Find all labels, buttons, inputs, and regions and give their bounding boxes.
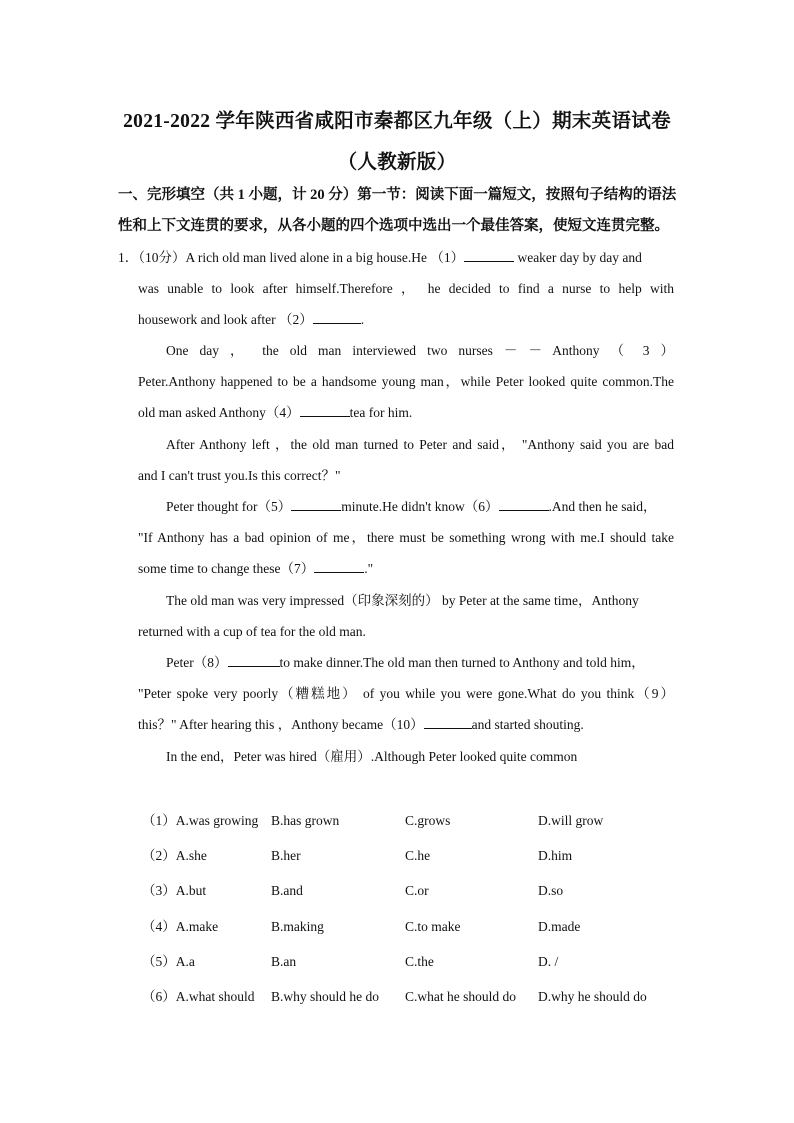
- option-b: B.has grown: [271, 813, 340, 828]
- option-b: B.making: [271, 919, 324, 934]
- option-a: （2）A.she: [142, 848, 207, 863]
- option-b: B.an: [271, 954, 297, 969]
- passage-text: .": [364, 561, 374, 576]
- passage-line: One day ， the old man interviewed two nurses － － Anthony （ 3 ）: [166, 343, 674, 358]
- option-c: C.grows: [405, 813, 451, 828]
- option-a: （3）A.but: [142, 883, 207, 898]
- passage-text: Peter thought for（5）: [166, 499, 292, 514]
- passage-text: to make dinner.The old man then turned to Anthony and told him，: [279, 655, 645, 670]
- passage-line: [138, 310, 364, 330]
- passage-text: Peter（8）: [166, 655, 228, 670]
- option-b: B.why should he do: [271, 989, 379, 1004]
- answer-blank: [313, 311, 361, 324]
- passage-text: some time to change these（7）: [138, 561, 315, 576]
- passage-line: was unable to look after himself.Therefore ， he decided to find a nurse to help with: [138, 281, 674, 296]
- passage-text: .And then he said，: [548, 499, 657, 514]
- answer-blank: [228, 654, 280, 667]
- passage-line: [138, 403, 412, 423]
- option-d: D.so: [538, 883, 564, 898]
- option-a: （6）A.what should: [142, 989, 255, 1004]
- option-d: D.made: [538, 919, 581, 934]
- passage-line: [166, 497, 657, 517]
- passage-line: [166, 653, 645, 673]
- option-c: C.the: [405, 954, 434, 969]
- section-heading: 一、完形填空（共 1 小题，计 20 分）第一节：阅读下面一篇短文，按照句子结构的语法性和上下文连贯的要求，从各小题的四个选项中选出一个最佳答案，使短文连贯完整。: [118, 187, 677, 234]
- option-a: （1）A.was growing: [142, 813, 259, 828]
- option-a: （5）A.a: [142, 954, 195, 969]
- passage-text: 1．（10分）A rich old man lived alone in a big house.He （1）: [118, 250, 465, 265]
- passage-line: Peter.Anthony happened to be a handsome young man，while Peter looked quite common.The: [138, 374, 674, 389]
- passage-line: and I can't trust you.Is this correct？": [138, 468, 341, 483]
- option-d: D.him: [538, 848, 573, 863]
- passage-line: [138, 559, 373, 579]
- passage-line: "If Anthony has a bad opinion of me，there must be something wrong with me.I should take: [138, 530, 674, 545]
- passage-line: In the end，Peter was hired（雇用）.Although Peter looked quite common: [166, 749, 578, 764]
- passage-line: [118, 248, 642, 268]
- option-d: D.will grow: [538, 813, 604, 828]
- option-a: （4）A.make: [142, 919, 219, 934]
- option-b: B.and: [271, 883, 303, 898]
- answer-blank: [291, 498, 341, 511]
- passage-text: weaker day by day and: [514, 250, 642, 265]
- answer-blank: [499, 498, 549, 511]
- passage-text: this？" After hearing this ，Anthony became（10）: [138, 717, 424, 732]
- passage-line: The old man was very impressed（印象深刻的） by Peter at the same time，Anthony: [166, 593, 639, 608]
- option-c: C.what he should do: [405, 989, 516, 1004]
- passage-text: .: [360, 312, 365, 327]
- passage-text: old man asked Anthony（4）: [138, 405, 300, 420]
- option-b: B.her: [271, 848, 301, 863]
- option-d: D.why he should do: [538, 989, 647, 1004]
- passage-text: tea for him.: [349, 405, 413, 420]
- passage-text: housework and look after （2）: [138, 312, 313, 327]
- answer-blank: [314, 560, 364, 573]
- option-c: C.he: [405, 848, 431, 863]
- page-title: 2021-2022 学年陕西省咸阳市秦都区九年级（上）期末英语试卷: [123, 111, 671, 132]
- passage-text: and started shouting.: [471, 717, 584, 732]
- passage-line: After Anthony left ，the old man turned to Peter and said， "Anthony said you are bad: [166, 437, 674, 452]
- passage-line: "Peter spoke very poorly（糟糕地） of you while you were gone.What do you think（9）: [138, 686, 674, 701]
- passage-line: [138, 715, 584, 735]
- page-subtitle: （人教新版）: [337, 152, 457, 173]
- option-c: C.to make: [405, 919, 461, 934]
- passage-text: minute.He didn't know（6）: [341, 499, 499, 514]
- option-c: C.or: [405, 883, 429, 898]
- answer-blank: [300, 404, 350, 417]
- passage-line: returned with a cup of tea for the old man.: [138, 624, 366, 639]
- answer-blank: [464, 249, 514, 262]
- answer-blank: [424, 716, 472, 729]
- option-d: D. /: [538, 954, 559, 969]
